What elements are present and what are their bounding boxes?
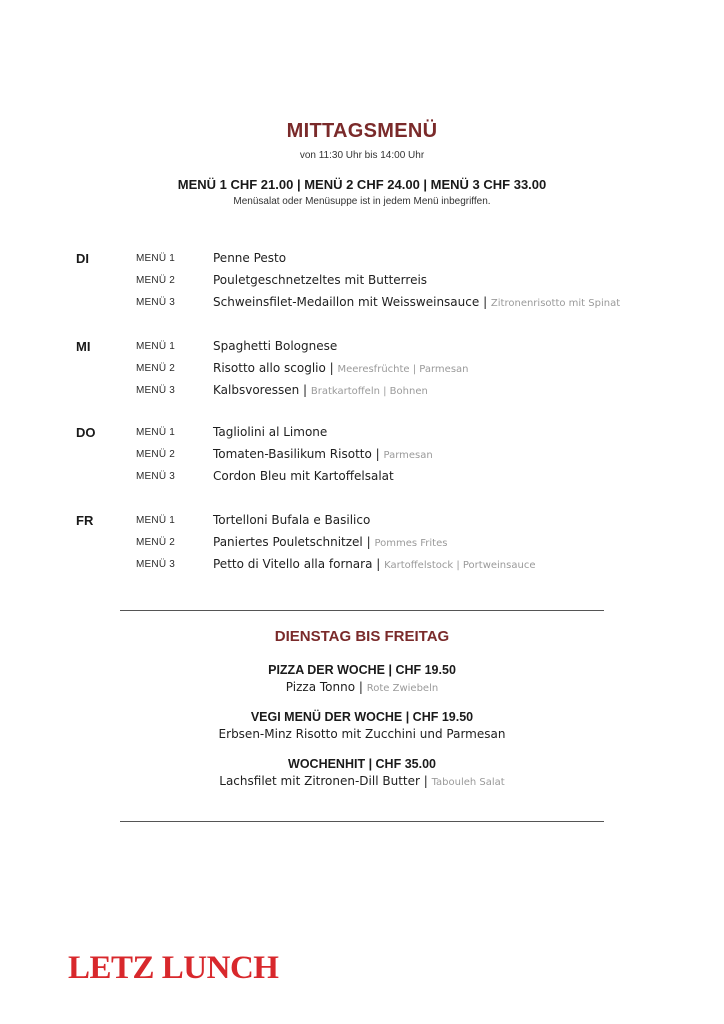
menu-row [0,513,724,531]
dish-name: Pouletgeschnetzeltes mit Butterreis [213,273,428,287]
pizza-side: Rote Zwiebeln [366,683,439,694]
dish-line: Schweinsfilet-Medaillon mit Weissweinsauce | Zitronenrisotto mit Spinat [213,295,621,309]
vegi-dish: Erbsen-Minz Risotto mit Zucchini und Parmesan [218,727,506,741]
menu-number: MENÜ 3 [136,471,175,482]
day-label-do: DO [76,425,96,440]
dish-name: Risotto allo scoglio [213,361,326,375]
dish-name: Tomaten-Basilikum Risotto [213,447,372,461]
menu-row [0,557,724,575]
day-label-di: DI [76,251,89,266]
wochenhit-description: Lachsfilet mit Zitronen-Dill Butter | Tabouleh Salat [219,774,505,788]
menu-row [0,339,724,357]
dish-line: Paniertes Pouletschnitzel | Pommes Frites [213,535,448,549]
pizza-title: PIZZA DER WOCHE | CHF 19.50 [268,663,456,677]
opening-hours: von 11:30 Uhr bis 14:00 Uhr [299,150,425,161]
wochenhit-dish: Lachsfilet mit Zitronen-Dill Butter [219,774,420,788]
menu-row [0,295,724,313]
dish-side: Zitronenrisotto mit Spinat [490,298,621,309]
menu-row [0,535,724,553]
specials-title: DIENSTAG BIS FREITAG [274,628,450,645]
menu-number: MENÜ 1 [136,427,175,438]
menu-row [0,383,724,401]
dish-side: Bratkartoffeln | Bohnen [310,386,428,397]
page-title: MITTAGSMENÜ [286,120,438,142]
day-label-fr: FR [76,513,94,528]
menu-row [0,273,724,291]
dish-name: Penne Pesto [213,251,287,265]
dish-side: Kartoffelstock | Portweinsauce [384,560,536,571]
menu-prices: MENÜ 1 CHF 21.00 | MENÜ 2 CHF 24.00 | MENÜ 3 CHF 33.00 [177,177,547,192]
dish-name: Kalbsvoressen [213,383,300,397]
menu-number: MENÜ 2 [136,275,175,286]
menu-number: MENÜ 2 [136,449,175,460]
dish-name: Schweinsfilet-Medaillon mit Weissweinsauce [213,295,480,309]
dish-line: Risotto allo scoglio | Meeresfrüchte | Parmesan [213,361,469,375]
vegi-title: VEGI MENÜ DER WOCHE | CHF 19.50 [250,710,474,724]
menu-number: MENÜ 2 [136,537,175,548]
included-note: Menüsalat oder Menüsuppe ist in jedem Menü inbegriffen. [233,196,491,207]
menu-row [0,469,724,487]
menu-number: MENÜ 1 [136,253,175,264]
pizza-dish: Pizza Tonno [285,680,356,694]
divider [120,821,604,822]
day-label-mi: MI [76,339,91,354]
dish-line: Kalbsvoressen | Bratkartoffeln | Bohnen [213,383,428,397]
dish-name: Tagliolini al Limone [213,425,328,439]
divider [120,610,604,611]
dish-side: Parmesan [383,450,433,461]
dish-name: Petto di Vitello alla fornara [213,557,373,571]
menu-row [0,361,724,379]
menu-number: MENÜ 1 [136,341,175,352]
menu-number: MENÜ 3 [136,297,175,308]
menu-row [0,447,724,465]
menu-number: MENÜ 2 [136,363,175,374]
dish-line: Tomaten-Basilikum Risotto | Parmesan [213,447,433,461]
menu-number: MENÜ 1 [136,515,175,526]
pizza-description: Pizza Tonno | Rote Zwiebeln [285,680,439,694]
wochenhit-title: WOCHENHIT | CHF 35.00 [288,757,436,771]
dish-name: Tortelloni Bufala e Basilico [213,513,371,527]
dish-side: Pommes Frites [374,538,448,549]
dish-name: Spaghetti Bolognese [213,339,338,353]
dish-line: Petto di Vitello alla fornara | Kartoffelstock | Portweinsauce [213,557,536,571]
wochenhit-side: Tabouleh Salat [431,777,505,788]
menu-row [0,251,724,269]
menu-number: MENÜ 3 [136,559,175,570]
menu-row [0,425,724,443]
dish-name: Cordon Bleu mit Kartoffelsalat [213,469,394,483]
dish-side: Meeresfrüchte | Parmesan [337,364,469,375]
dish-name: Paniertes Pouletschnitzel [213,535,363,549]
menu-number: MENÜ 3 [136,385,175,396]
brand-logo: LETZ LUNCH [68,950,279,986]
